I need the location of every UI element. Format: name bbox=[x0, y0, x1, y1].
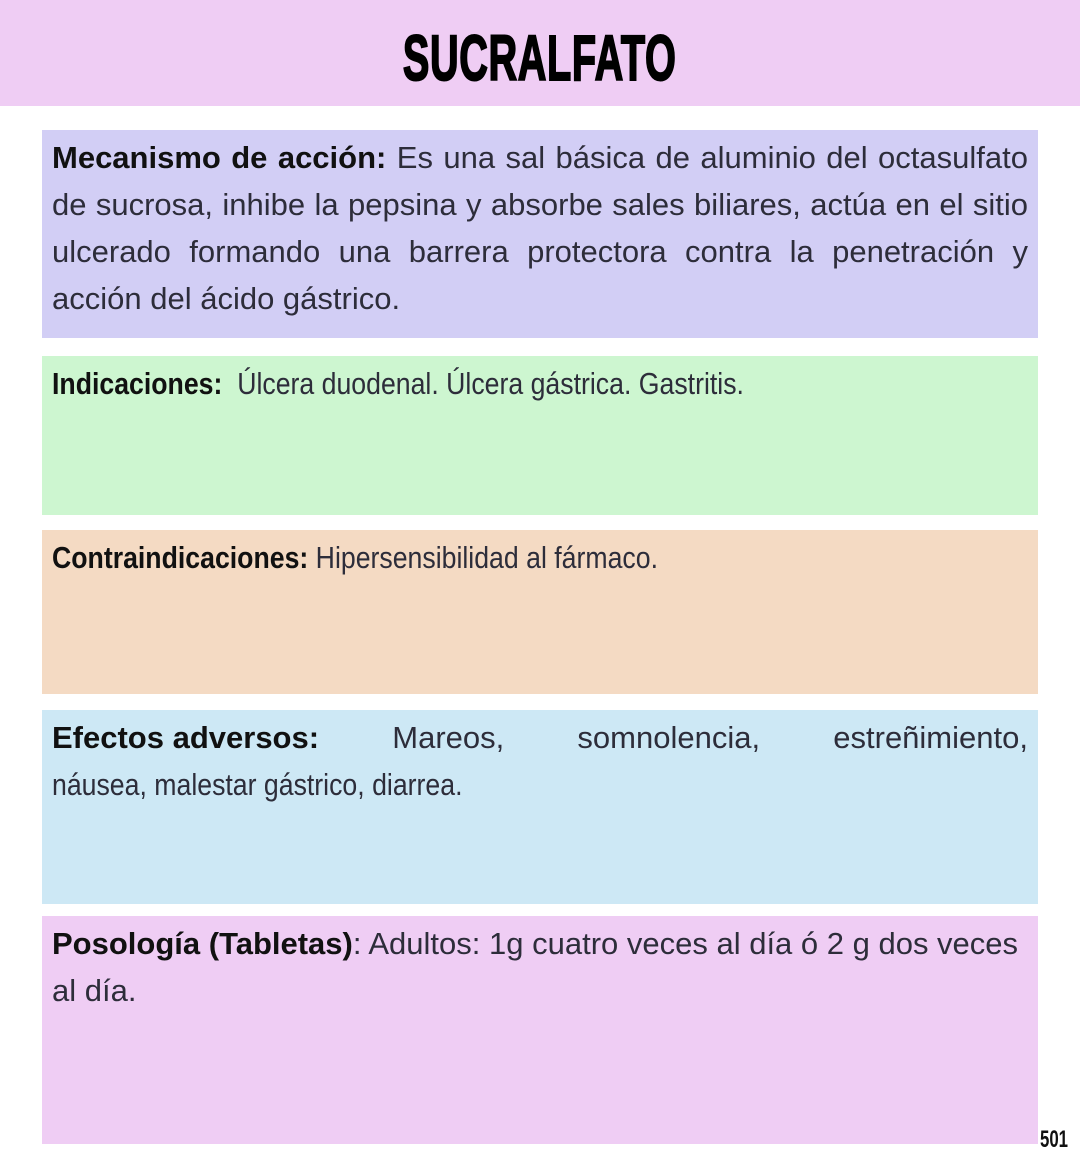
section-text: : Adultos: 1g cuatro veces al día ó 2 g dos veces al día. bbox=[52, 926, 1019, 1008]
efectos-line-2 bbox=[52, 761, 1028, 808]
section-contraindicaciones bbox=[42, 530, 1038, 694]
section-efectos-adversos bbox=[42, 710, 1038, 904]
effect-word: Mareos, bbox=[392, 720, 505, 755]
page-title: SUCRALFATO bbox=[403, 22, 677, 94]
page-number: 501 bbox=[1040, 1126, 1069, 1153]
title-banner bbox=[0, 0, 1080, 106]
section-indicaciones bbox=[42, 356, 1038, 515]
efectos-line-1 bbox=[52, 714, 1028, 761]
section-label: Mecanismo de acción: bbox=[52, 140, 387, 175]
section-label: Indicaciones: bbox=[52, 366, 223, 401]
section-text: náusea, malestar gástrico, diarrea. bbox=[52, 767, 463, 802]
section-text: Hipersensibilidad al fármaco. bbox=[308, 540, 658, 575]
section-text: Es una sal básica de aluminio del octasulfato de sucrosa, inhibe la pepsina y absorbe sales biliares, actúa en el sitio ulcerado formando una barrera protectora contra la penetración y acción del ácido gástrico. bbox=[52, 140, 1028, 316]
section-posologia bbox=[42, 916, 1038, 1144]
section-text: Úlcera duodenal. Úlcera gástrica. Gastritis. bbox=[222, 366, 744, 401]
section-label: Efectos adversos: bbox=[52, 720, 320, 755]
section-mecanismo-de-accion bbox=[42, 130, 1038, 338]
effect-word: somnolencia, bbox=[577, 720, 761, 755]
section-label: Posología (Tabletas) bbox=[52, 926, 353, 961]
section-label: Contraindicaciones: bbox=[52, 540, 309, 575]
effect-word: estreñimiento, bbox=[833, 720, 1028, 755]
